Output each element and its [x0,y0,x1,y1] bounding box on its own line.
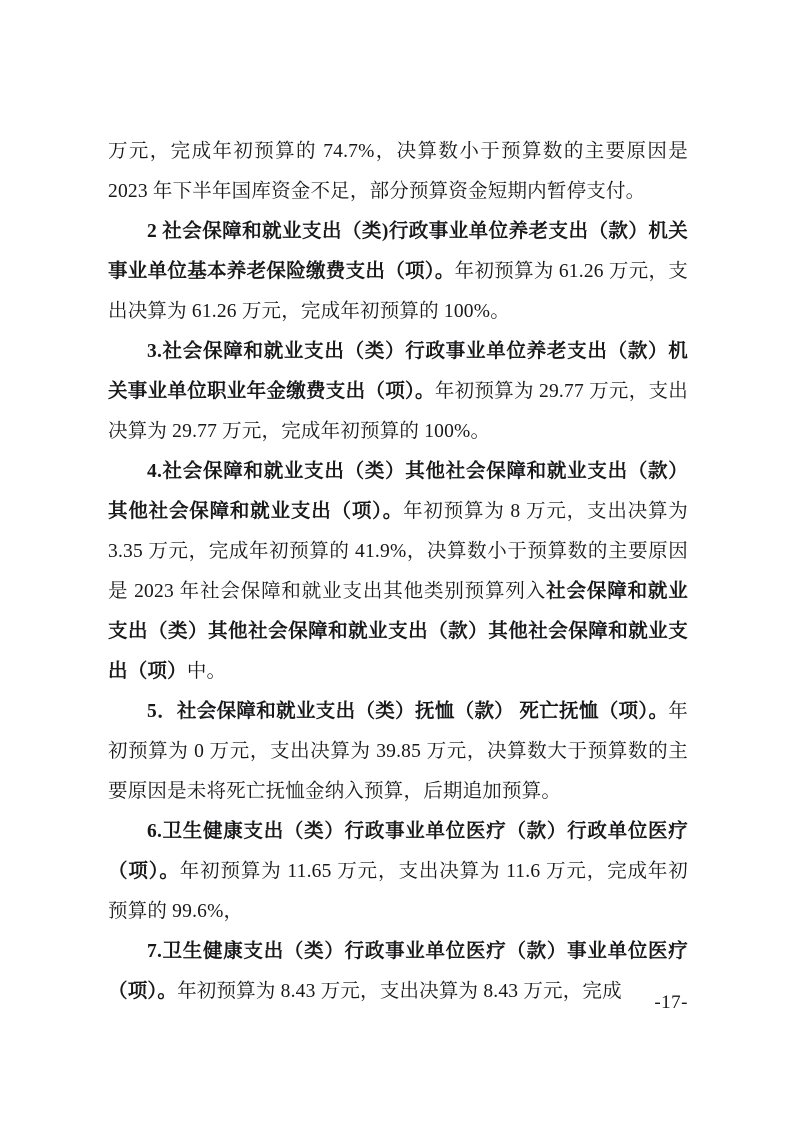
paragraph-emphasis: 社会保障和就业支出（类）其他社会保障和就业支出（款）其他社会保障和就业支出（项） [108,581,688,682]
paragraph-emphasis: 2 社会保障和就业支出（类)行政事业单位养老支出（款）机关事业单位基本养老保险缴费支出（项）。 [108,221,688,282]
paragraph-text: 年初预算为 11.65 万元，支出决算为 11.6 万元，完成年初预算的 99.6%， [108,861,688,922]
paragraph [108,212,688,332]
document-body [108,132,688,1012]
paragraph-emphasis: 4.社会保障和就业支出（类）其他社会保障和就业支出（款）其他社会保障和就业支出（项）。 [108,461,688,522]
paragraph-emphasis: 7.卫生健康支出（类）行政事业单位医疗（款）事业单位医疗（项）。 [108,941,688,1002]
paragraph [108,812,688,932]
paragraph [108,692,688,812]
paragraph [108,932,688,1012]
paragraph-text: 中。 [186,661,227,682]
paragraph-text: 年初预算为 8.43 万元，支出决算为 8.43 万元，完成 [177,981,622,1002]
paragraph-text: 年初预算为 0 万元，支出决算为 39.85 万元，决算数大于预算数的主要原因是未将死亡抚恤金纳入预算，后期追加预算。 [108,701,688,802]
paragraph-emphasis: 3.社会保障和就业支出（类）行政事业单位养老支出（款）机关事业单位职业年金缴费支出（项）。 [108,341,688,402]
paragraph-emphasis: 5．社会保障和就业支出（类）抚恤（款） 死亡抚恤（项）。 [147,701,669,722]
page-number: -17- [654,992,688,1013]
paragraph [108,132,688,212]
paragraph-text: 年初预算为 29.77 万元，支出决算为 29.77 万元，完成年初预算的 100%。 [108,381,688,442]
paragraph-text: 年初预算为 8 万元，支出决算为 3.35 万元，完成年初预算的 41.9%，决算数小于预算数的主要原因是 2023 年社会保障和就业支出其他类别预算列入 [108,501,688,602]
paragraph-text: 年初预算为 61.26 万元，支出决算为 61.26 万元，完成年初预算的 100%。 [108,261,689,322]
paragraph-emphasis: 6.卫生健康支出（类）行政事业单位医疗（款）行政单位医疗（项）。 [108,821,688,882]
paragraph-text: 万元，完成年初预算的 74.7%，决算数小于预算数的主要原因是 2023 年下半年国库资金不足，部分预算资金短期内暂停支付。 [108,141,688,202]
paragraph [108,332,688,452]
paragraph [108,452,688,692]
